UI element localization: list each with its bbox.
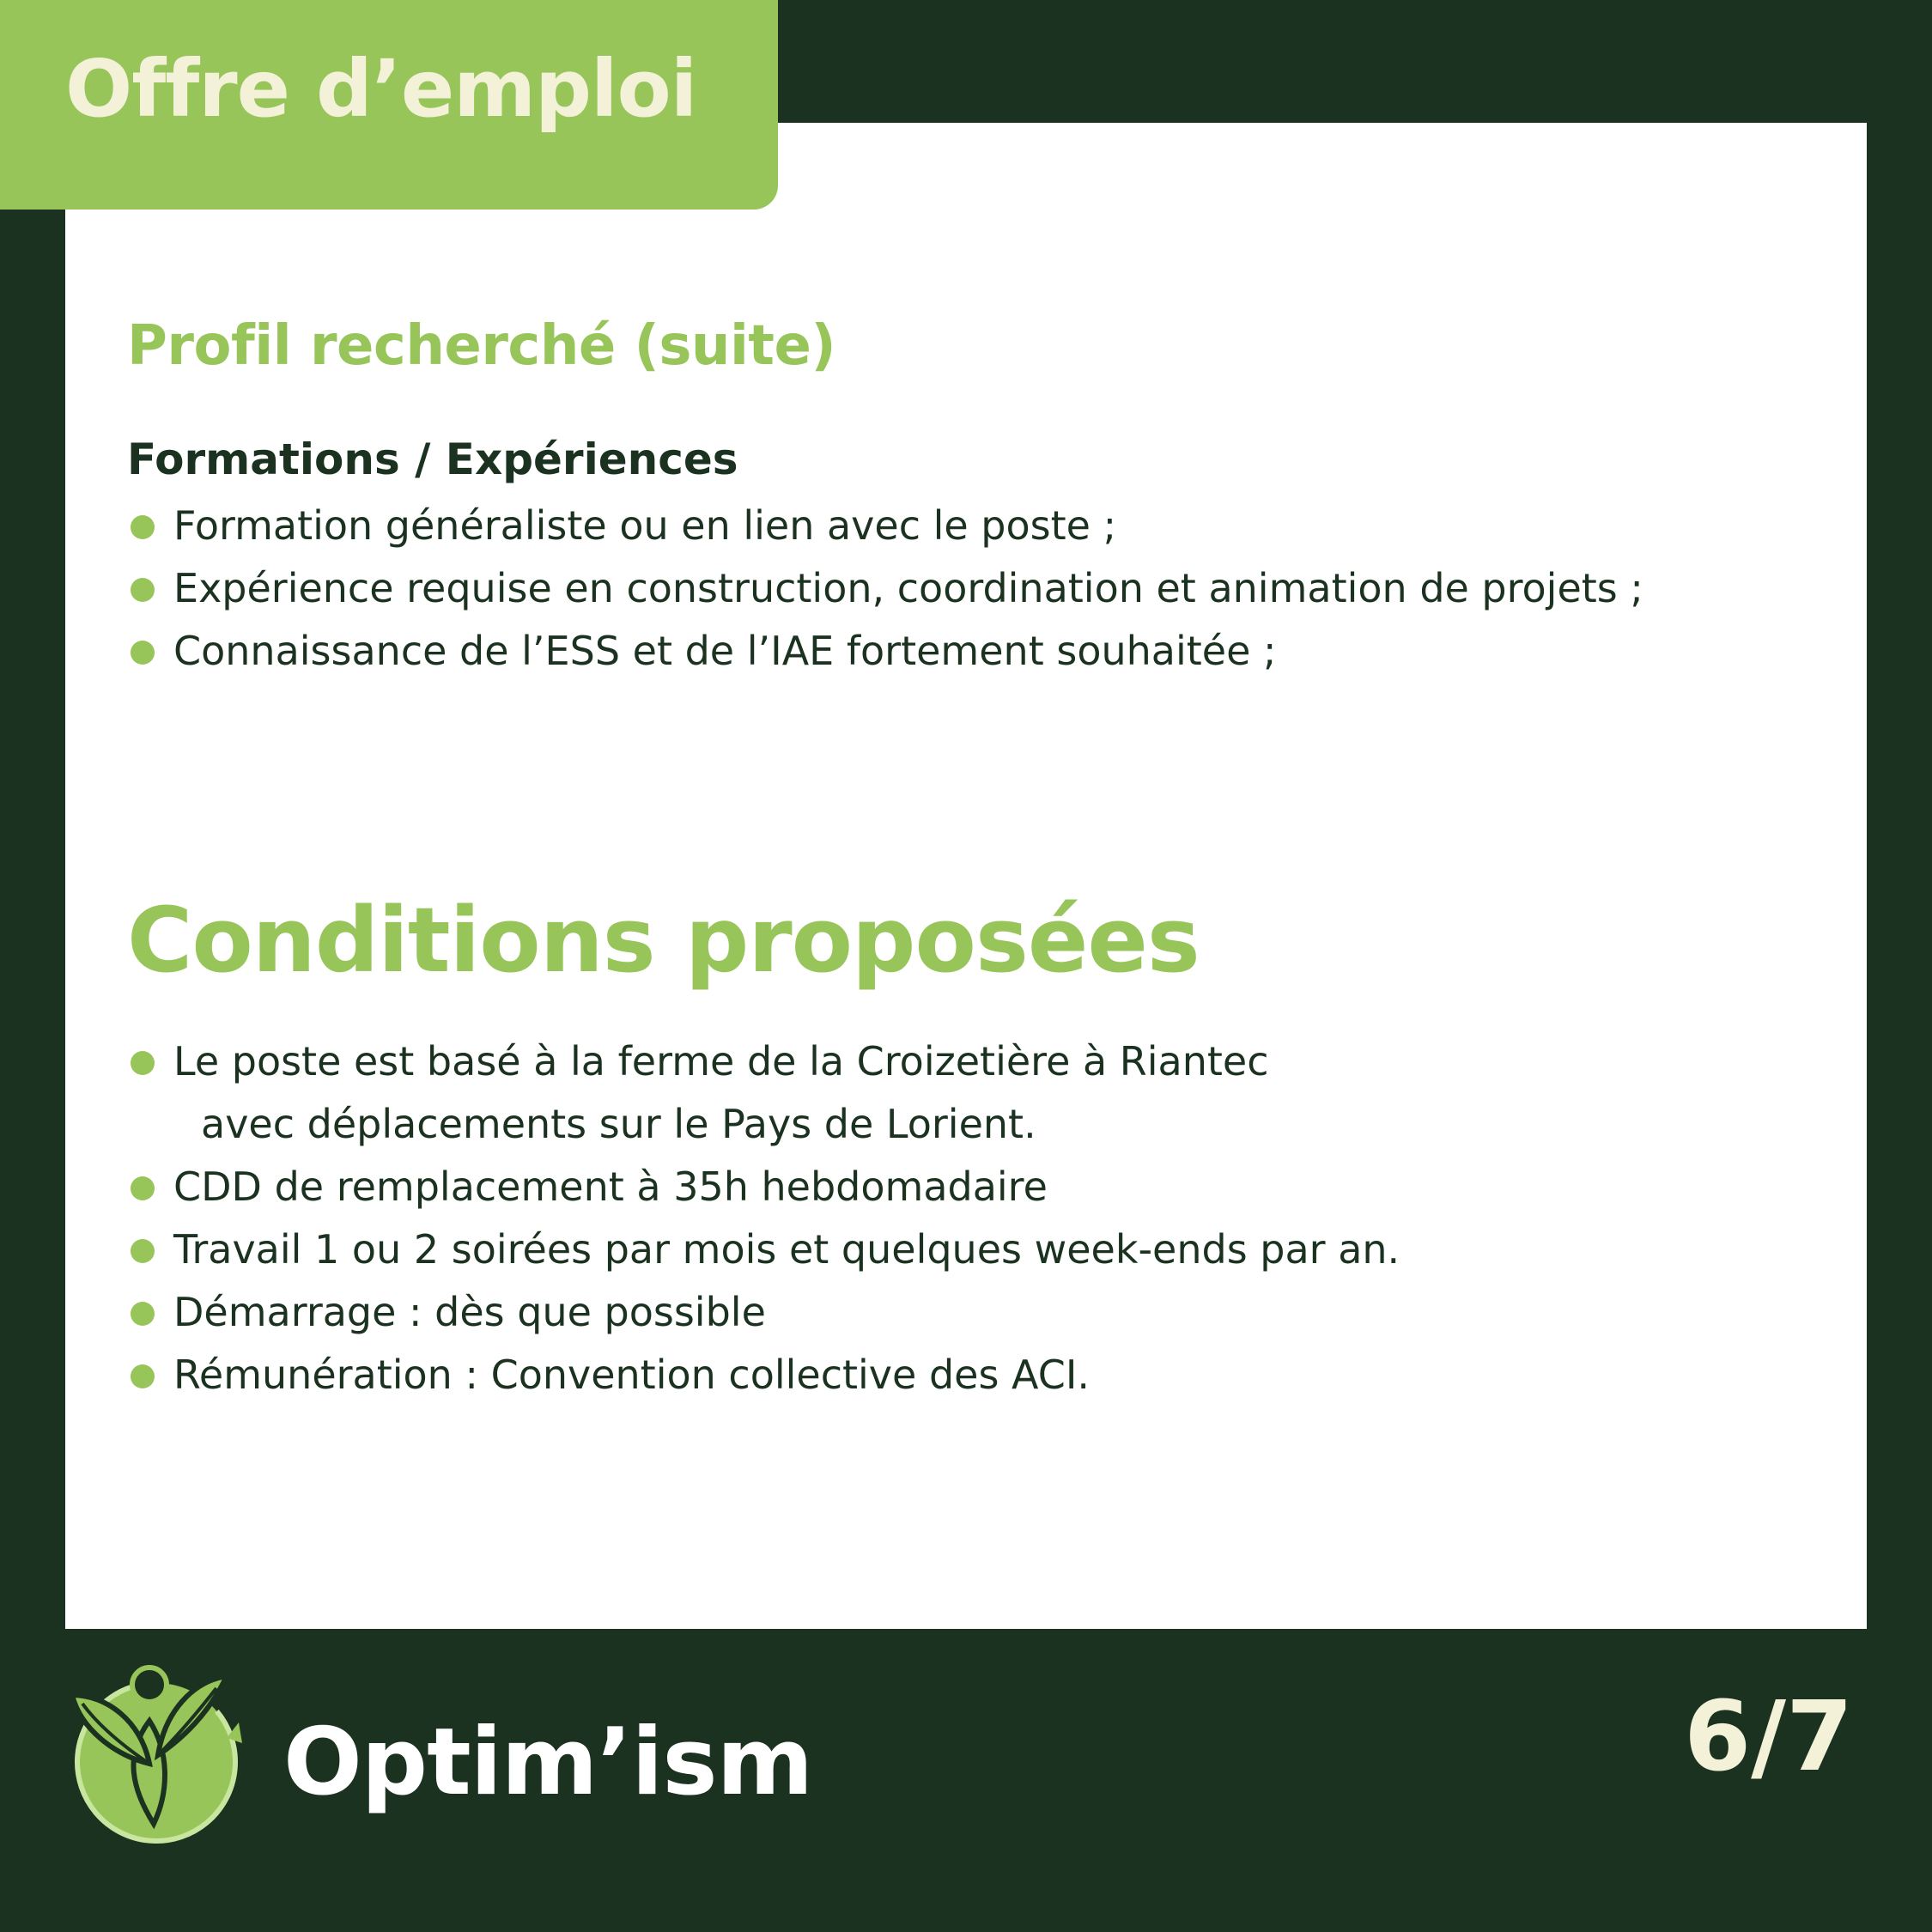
conditions-heading: Conditions proposées bbox=[127, 888, 1200, 993]
bullet-icon bbox=[131, 641, 155, 665]
conditions-list bbox=[127, 1030, 1827, 1406]
profile-subheading: Formations / Expériences bbox=[127, 434, 738, 484]
list-item: Démarrage : dès que possible bbox=[127, 1281, 1827, 1344]
bullet-icon bbox=[131, 1176, 155, 1200]
page-title: Offre d’emploi bbox=[65, 43, 697, 135]
leaf-person-circle-icon bbox=[64, 1661, 252, 1850]
list-item: Travail 1 ou 2 soirées par mois et quelques week-ends par an. bbox=[127, 1218, 1827, 1281]
list-item: CDD de remplacement à 35h hebdomadaire bbox=[127, 1156, 1827, 1218]
bullet-icon bbox=[131, 578, 155, 602]
page-indicator: 6/7 bbox=[1684, 1681, 1853, 1793]
bullet-icon bbox=[131, 515, 155, 539]
list-item: Expérience requise en construction, coordination et animation de projets ; bbox=[127, 557, 1827, 620]
bullet-icon bbox=[131, 1364, 155, 1388]
brand-name: Optim’ism bbox=[283, 1709, 813, 1816]
list-item: Le poste est basé à la ferme de la Croizetière à Riantec avec déplacements sur le Pays de Lorient. bbox=[127, 1030, 1827, 1156]
bullet-icon bbox=[131, 1302, 155, 1326]
profile-heading: Profil recherché (suite) bbox=[127, 314, 836, 378]
bullet-icon bbox=[131, 1051, 155, 1075]
list-item: Rémunération : Convention collective des ACI. bbox=[127, 1344, 1827, 1406]
list-item: Formation généraliste ou en lien avec le poste ; bbox=[127, 495, 1827, 557]
profile-list bbox=[127, 495, 1827, 683]
bullet-icon bbox=[131, 1239, 155, 1263]
list-item: Connaissance de l’ESS et de l’IAE fortement souhaitée ; bbox=[127, 620, 1827, 683]
